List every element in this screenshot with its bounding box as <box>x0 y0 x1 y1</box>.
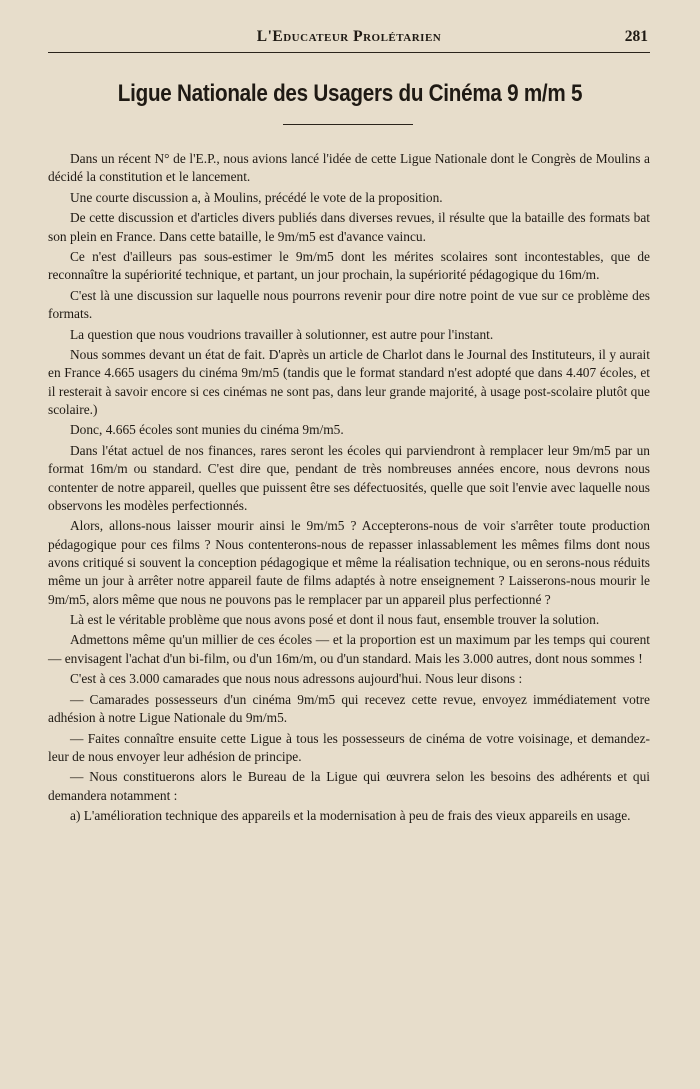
paragraph: De cette discussion et d'articles divers publiés dans diverses revues, il résulte que la bataille des formats bat son plein en France. Dans cette bataille, le 9m/m5 est d'avance vaincu. <box>48 210 650 244</box>
paragraph: Ce n'est d'ailleurs pas sous-estimer le 9m/m5 dont les mérites scolaires sont incontestables, que de reconnaître la supériorité technique, et partant, un jour prochain, la supériorité pédagogique du 16m/m. <box>48 249 650 283</box>
title-divider <box>283 124 413 125</box>
paragraph: Nous sommes devant un état de fait. D'après un article de Charlot dans le Journal des Instituteurs, il y aurait en France 4.665 usagers du cinéma 9m/m5 (tandis que le format standard n'est adopté que dans 4.407 écoles, et il resterait à savoir encore si ces cinémas ne sont pas, dans leur grande majorité, à usage post-scolaire plutôt que scolaire.) <box>48 347 650 417</box>
paragraph: Dans un récent N° de l'E.P., nous avions lancé l'idée de cette Ligue Nationale dont le Congrès de Moulins a décidé la constitution et le lancement. <box>48 151 650 185</box>
article-body <box>48 150 650 828</box>
paragraph: a) L'amélioration technique des appareils et la modernisation à peu de frais des vieux appareils en usage. <box>70 808 631 824</box>
paragraph: — Faites connaître ensuite cette Ligue à tous les possesseurs de cinéma de votre voisinage, et demandez-leur de nous envoyer leur adhésion de principe. <box>48 730 650 764</box>
paragraph: Une courte discussion a, à Moulins, précédé le vote de la proposition. <box>70 189 443 205</box>
paragraph: — Camarades possesseurs d'un cinéma 9m/m5 qui recevez cette revue, envoyez immédiatement votre adhésion à notre Ligue Nationale du 9m/m5. <box>48 691 650 726</box>
journal-name: L'Educateur Prolétarien <box>256 28 442 45</box>
page-number: 281 <box>624 28 648 45</box>
paragraph: C'est là une discussion sur laquelle nous pourrons revenir pour dire notre point de vue sur ce problème des formats. <box>48 287 650 322</box>
paragraph: Alors, allons-nous laisser mourir ainsi le 9m/m5 ? Accepterons-nous de voir s'arrêter toute production pédagogique pour ces films ? Nous contenterons-nous de repasser inlassablement les mêmes films dont nous avons critiqué si souvent la conception pédagogique et même la réalisation technique, ou en serons-nous réduits même un jour à arrêter notre appareil faute de films adaptés à notre enseignement ? Laisserons-nous mourir le 9m/m5, alors même que nous ne pouvons pas le remplacer par un appareil plus perfectionné ? <box>48 518 650 607</box>
paragraph: Admettons même qu'un millier de ces écoles — et la proportion est un maximum par les temps qui courent — envisagent l'achat d'un bi-film, ou d'un 16m/m, ou d'un standard. Mais les 3.000 autres, dont nous sommes ! <box>48 632 650 666</box>
paragraph: Donc, 4.665 écoles sont munies du cinéma 9m/m5. <box>70 422 344 438</box>
paragraph: C'est à ces 3.000 camarades que nous nous adressons aujourd'hui. Nous leur disons : <box>70 671 523 687</box>
paragraph: — Nous constituerons alors le Bureau de la Ligue qui œuvrera selon les besoins des adhérents et qui demandera notamment : <box>48 769 650 803</box>
paragraph: Là est le véritable problème que nous avons posé et dont il nous faut, ensemble trouver la solution. <box>70 612 600 627</box>
running-header <box>48 26 650 53</box>
article-title: Ligue Nationale des Usagers du Cinéma 9 m/m 5 <box>117 80 583 107</box>
paragraph: Dans l'état actuel de nos finances, rares seront les écoles qui parviendront à remplacer leur 9m/m5 par un format 16m/m ou standard. C'est dire que, pendant de très nombreuses années encore, nous devrons nous contenter de notre appareil, quelles que puissent être ses défectuosités, quelle que soit l'envie avec laquelle nous observons les modèles perfectionnés. <box>48 442 650 513</box>
paragraph: La question que nous voudrions travailler à solutionner, est autre pour l'instant. <box>70 326 494 342</box>
